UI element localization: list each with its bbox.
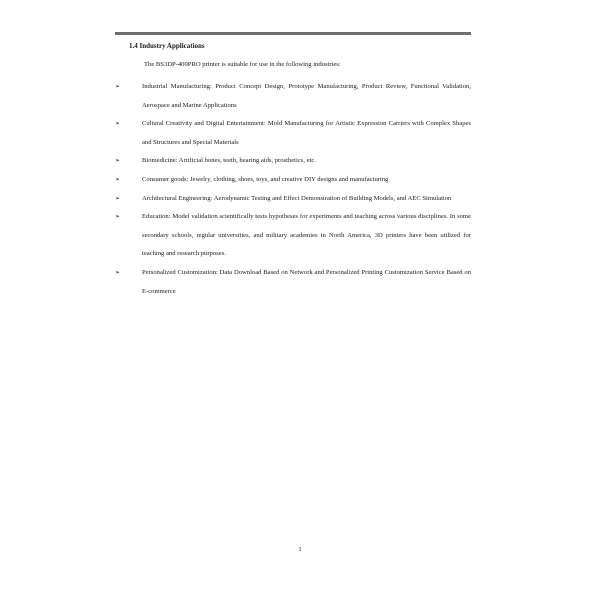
- list-item-text: Cultural Creativity and Digital Entertainment: Mold Manufacturing for Artistic Expression Carriers with Complex Shapes and Structures and Special Materials: [142, 120, 471, 146]
- list-item: [115, 171, 471, 190]
- arrow-bullet-icon: ➢: [115, 213, 121, 221]
- list-item: [115, 264, 471, 301]
- page-number: 1: [298, 546, 302, 553]
- arrow-bullet-icon: ➢: [115, 268, 121, 276]
- arrow-bullet-icon: ➢: [115, 120, 121, 128]
- intro-paragraph: The BS3DP-400PRO printer is suitable for use in the following industries:: [144, 61, 341, 68]
- list-item-text: Personalized Customization: Data Download Based on Network and Personalized Printing Customization Service Based on E-commerce: [142, 268, 471, 295]
- list-item: [115, 190, 471, 209]
- list-item: [115, 115, 471, 152]
- arrow-bullet-icon: ➢: [115, 194, 121, 202]
- list-item-text: Consumer goods: Jewelry, clothing, shoes, toys, and creative DIY designs and manufacturing: [142, 175, 389, 183]
- list-item-text: Biomedicine: Artificial bones, teeth, hearing aids, prosthetics, etc.: [142, 157, 316, 165]
- list-item-text: Industrial Manufacturing: Product Concept Design, Prototype Manufacturing, Product Review, Functional Validation, Aerospace and Marine Applications: [142, 83, 471, 109]
- list-item: [115, 152, 471, 171]
- arrow-bullet-icon: ➢: [115, 157, 121, 165]
- header-rule: [115, 32, 471, 35]
- industry-list: [115, 78, 471, 301]
- arrow-bullet-icon: ➢: [115, 175, 121, 183]
- arrow-bullet-icon: ➢: [115, 83, 121, 90]
- list-item: [115, 78, 471, 115]
- list-item: [115, 208, 471, 264]
- list-item-text: Education: Model validation scientifically tests hypotheses for experiments and teaching across various disciplines. In some secondary schools, regular universities, and military academies in North America, 3D printers have been utilized for teaching and research purposes.: [142, 213, 471, 258]
- list-item-text: Architectural Engineering: Aerodynamic Testing and Effect Demonstration of Building Models, and AEC Simulation: [142, 194, 452, 202]
- section-heading: 1.4 Industry Applications: [129, 42, 205, 50]
